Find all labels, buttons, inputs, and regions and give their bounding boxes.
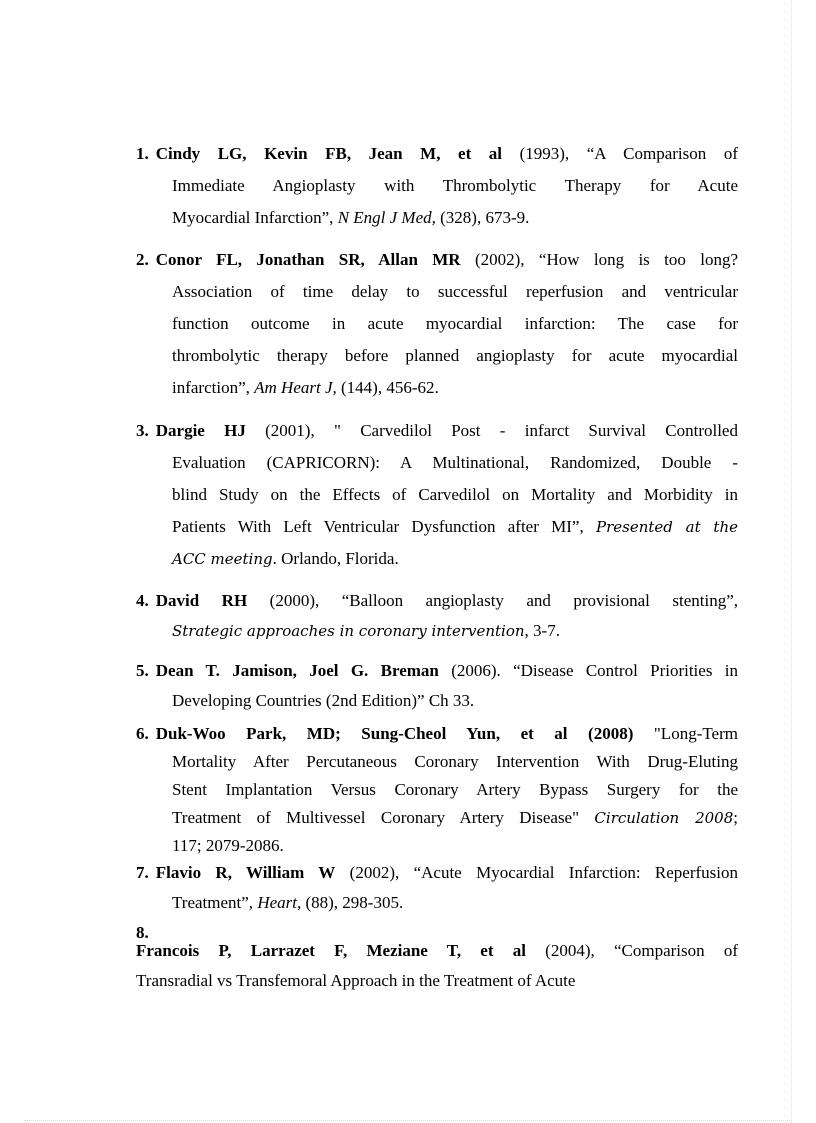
reference-number: 8. — [136, 923, 149, 942]
reference-journal: Circulation 2008 — [594, 809, 734, 827]
reference-authors: Francois P, Larrazet F, Meziane T, et al — [136, 941, 526, 960]
reference-text-line: function outcome in acute myocardial infarction: The case for — [172, 314, 738, 333]
page-border-bottom — [24, 1120, 792, 1121]
reference-number: 7. — [136, 863, 149, 882]
reference-authors: Cindy LG, Kevin FB, Jean M, et al — [155, 144, 503, 163]
reference-citation: (328), 673-9. — [435, 208, 530, 227]
reference-text: (1993), “A Comparison of — [502, 144, 738, 163]
reference-5 — [136, 656, 738, 716]
reference-authors: David RH — [155, 591, 248, 610]
reference-number: 6. — [136, 724, 149, 743]
reference-text-line: Immediate Angioplasty with Thrombolytic Therapy for Acute — [172, 176, 738, 195]
reference-text: (2004), “Comparison of — [525, 941, 738, 960]
reference-journal: Strategic approaches in coronary intervention — [172, 622, 525, 640]
reference-citation: . Orlando, Florida. — [272, 549, 399, 568]
reference-text-line: Association of time delay to successful reperfusion and ventricular — [172, 282, 738, 301]
reference-journal: ACC meeting — [172, 550, 273, 568]
reference-text-line: thrombolytic therapy before planned angioplasty for acute myocardial — [172, 346, 738, 365]
reference-text-line: Evaluation (CAPRICORN): A Multinational, Randomized, Double - — [172, 453, 738, 472]
reference-text-line: 117; 2079-2086. — [172, 836, 284, 855]
reference-authors: Duk-Woo Park, MD; Sung-Cheol Yun, et al (2008) — [155, 724, 634, 743]
reference-journal: Presented at the — [596, 518, 738, 536]
reference-text-line: Developing Countries (2nd Edition)” Ch 33. — [172, 691, 475, 710]
reference-text: Treatment of Multivessel Coronary Artery Disease" — [172, 808, 595, 827]
reference-citation: ; — [733, 808, 738, 827]
reference-text-line: blind Study on the Effects of Carvedilol on Mortality and Morbidity in — [172, 485, 738, 504]
reference-number: 2. — [136, 250, 149, 269]
page-border-right — [791, 0, 792, 1123]
reference-text: (2001), " Carvedilol Post - infarct Survival Controlled — [245, 421, 738, 440]
reference-4 — [136, 586, 738, 646]
reference-authors: Conor FL, Jonathan SR, Allan MR — [155, 250, 461, 269]
reference-number: 1. — [136, 144, 149, 163]
reference-8 — [136, 936, 738, 996]
reference-journal: N Engl J Med, — [337, 208, 436, 227]
reference-6 — [136, 720, 738, 860]
reference-citation: (144), 456-62. — [336, 378, 439, 397]
reference-text-line: Mortality After Percutaneous Coronary Intervention With Drug-Eluting — [172, 752, 738, 771]
reference-text: (2002), “How long is too long? — [460, 250, 739, 269]
reference-text: Treatment”, — [172, 893, 258, 912]
reference-2 — [136, 244, 738, 404]
reference-journal: Am Heart J, — [254, 378, 337, 397]
reference-text-line: Transradial vs Transfemoral Approach in the Treatment of Acute — [136, 971, 576, 990]
reference-authors: Dargie HJ — [155, 421, 246, 440]
reference-journal: Heart, — [257, 893, 302, 912]
reference-text: Myocardial Infarction”, — [172, 208, 338, 227]
reference-text: infarction”, — [172, 378, 255, 397]
reference-number: 3. — [136, 421, 149, 440]
reference-7 — [136, 858, 738, 918]
reference-citation: (88), 298-305. — [301, 893, 404, 912]
reference-1 — [136, 138, 738, 234]
reference-number: 4. — [136, 591, 149, 610]
reference-citation: , 3-7. — [524, 621, 560, 640]
reference-text: (2002), “Acute Myocardial Infarction: Reperfusion — [335, 863, 738, 882]
reference-text: (2000), “Balloon angioplasty and provisional stenting”, — [247, 591, 738, 610]
reference-text: "Long-Term — [633, 724, 738, 743]
reference-3 — [136, 415, 738, 575]
reference-text-line: Stent Implantation Versus Coronary Artery Bypass Surgery for the — [172, 780, 738, 799]
reference-authors: Dean T. Jamison, Joel G. Breman — [155, 661, 439, 680]
reference-authors: Flavio R, William W — [155, 863, 336, 882]
reference-number: 5. — [136, 661, 149, 680]
reference-text: (2006). “Disease Control Priorities in — [438, 661, 738, 680]
reference-text: Patients With Left Ventricular Dysfunction after MI”, — [172, 517, 596, 536]
